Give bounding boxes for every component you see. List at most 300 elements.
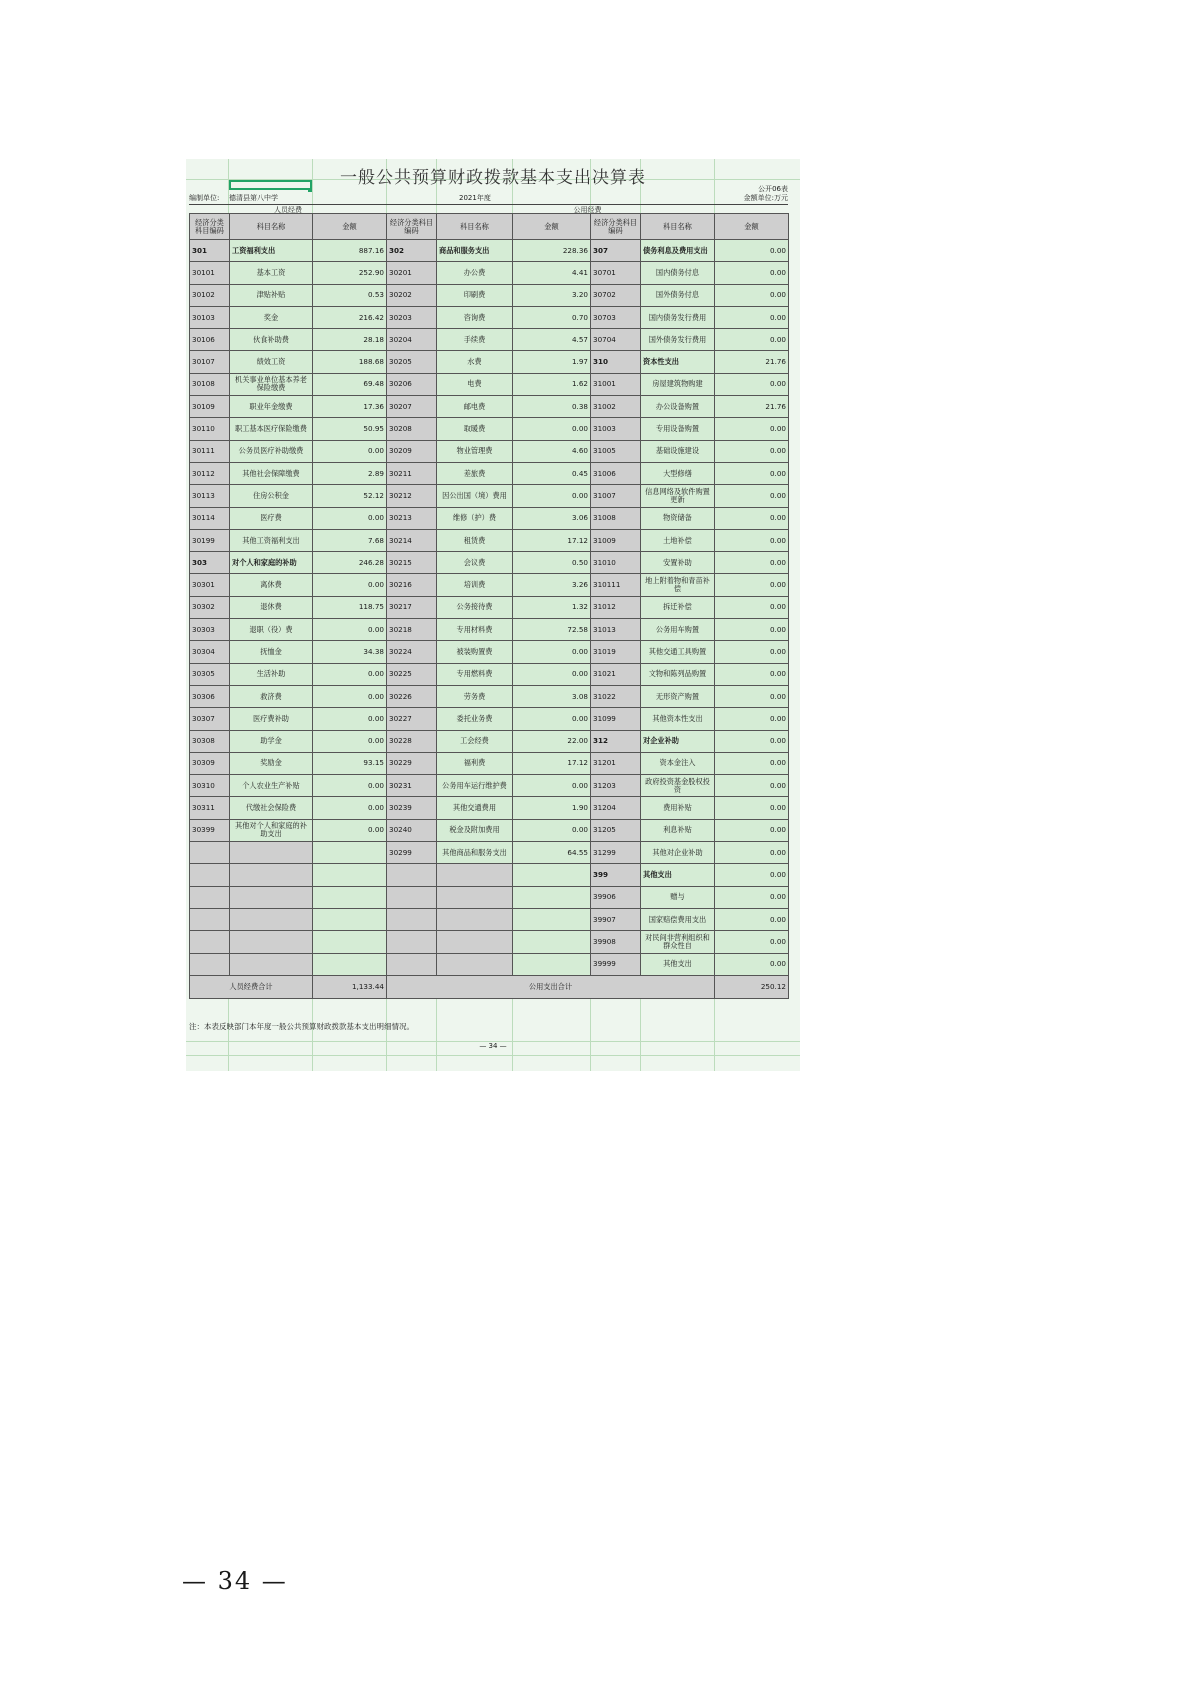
- empty-cell[interactable]: [190, 864, 230, 886]
- item-name-cell[interactable]: 被装购置费: [437, 641, 513, 663]
- code-cell[interactable]: 30212: [387, 485, 437, 507]
- amount-cell[interactable]: 17.36: [313, 396, 387, 418]
- amount-cell[interactable]: 0.00: [715, 953, 789, 975]
- code-cell[interactable]: 30112: [190, 462, 230, 484]
- item-name-cell[interactable]: 资本性支出: [641, 351, 715, 373]
- amount-cell[interactable]: 0.00: [715, 462, 789, 484]
- amount-cell[interactable]: 0.00: [313, 797, 387, 819]
- item-name-cell[interactable]: 文物和陈列品购置: [641, 663, 715, 685]
- item-name-cell[interactable]: 福利费: [437, 752, 513, 774]
- item-name-cell[interactable]: 国内债务发行费用: [641, 306, 715, 328]
- code-cell[interactable]: 30224: [387, 641, 437, 663]
- code-cell[interactable]: 30310: [190, 775, 230, 797]
- empty-cell[interactable]: [313, 842, 387, 864]
- item-name-cell[interactable]: 信息网络及软件购置更新: [641, 485, 715, 507]
- empty-cell[interactable]: [387, 908, 437, 930]
- code-cell[interactable]: 31299: [591, 842, 641, 864]
- item-name-cell[interactable]: 其他交通费用: [437, 797, 513, 819]
- item-name-cell[interactable]: 专用材料费: [437, 619, 513, 641]
- empty-cell[interactable]: [437, 864, 513, 886]
- empty-cell[interactable]: [230, 953, 313, 975]
- item-name-cell[interactable]: 助学金: [230, 730, 313, 752]
- item-name-cell[interactable]: 对个人和家庭的补助: [230, 552, 313, 574]
- amount-cell[interactable]: 17.12: [513, 529, 591, 551]
- item-name-cell[interactable]: 住房公积金: [230, 485, 313, 507]
- empty-cell[interactable]: [387, 864, 437, 886]
- empty-cell[interactable]: [313, 908, 387, 930]
- amount-cell[interactable]: 0.00: [715, 306, 789, 328]
- amount-cell[interactable]: 3.06: [513, 507, 591, 529]
- code-cell[interactable]: 30109: [190, 396, 230, 418]
- item-name-cell[interactable]: 安置补助: [641, 552, 715, 574]
- item-name-cell[interactable]: 无形资产购置: [641, 685, 715, 707]
- code-cell[interactable]: 30106: [190, 329, 230, 351]
- item-name-cell[interactable]: 机关事业单位基本养老保险缴费: [230, 373, 313, 395]
- amount-cell[interactable]: 0.00: [715, 842, 789, 864]
- code-cell[interactable]: 30207: [387, 396, 437, 418]
- code-cell[interactable]: 31010: [591, 552, 641, 574]
- amount-cell[interactable]: 0.00: [715, 708, 789, 730]
- item-name-cell[interactable]: 救济费: [230, 685, 313, 707]
- code-cell[interactable]: 30226: [387, 685, 437, 707]
- amount-cell[interactable]: 0.70: [513, 306, 591, 328]
- code-cell[interactable]: 39999: [591, 953, 641, 975]
- amount-cell[interactable]: 0.00: [715, 284, 789, 306]
- amount-cell[interactable]: 246.28: [313, 552, 387, 574]
- amount-cell[interactable]: 0.00: [715, 240, 789, 262]
- item-name-cell[interactable]: 其他对企业补助: [641, 842, 715, 864]
- amount-cell[interactable]: 0.00: [715, 262, 789, 284]
- code-cell[interactable]: 30101: [190, 262, 230, 284]
- amount-cell[interactable]: 0.00: [313, 619, 387, 641]
- amount-cell[interactable]: 50.95: [313, 418, 387, 440]
- amount-cell[interactable]: 887.16: [313, 240, 387, 262]
- item-name-cell[interactable]: 公务接待费: [437, 596, 513, 618]
- amount-cell[interactable]: 0.00: [715, 864, 789, 886]
- code-cell[interactable]: 30239: [387, 797, 437, 819]
- amount-cell[interactable]: 0.00: [715, 574, 789, 596]
- code-cell[interactable]: 31205: [591, 819, 641, 841]
- code-cell[interactable]: 30205: [387, 351, 437, 373]
- item-name-cell[interactable]: 职工基本医疗保险缴费: [230, 418, 313, 440]
- amount-cell[interactable]: 0.00: [313, 507, 387, 529]
- amount-cell[interactable]: 0.00: [513, 485, 591, 507]
- code-cell[interactable]: 30111: [190, 440, 230, 462]
- code-cell[interactable]: 30703: [591, 306, 641, 328]
- code-cell[interactable]: 30399: [190, 819, 230, 841]
- code-cell[interactable]: 30203: [387, 306, 437, 328]
- item-name-cell[interactable]: 费用补贴: [641, 797, 715, 819]
- item-name-cell[interactable]: 对企业补助: [641, 730, 715, 752]
- code-cell[interactable]: 31009: [591, 529, 641, 551]
- code-cell[interactable]: 31012: [591, 596, 641, 618]
- code-cell[interactable]: 30102: [190, 284, 230, 306]
- code-cell[interactable]: 30204: [387, 329, 437, 351]
- amount-cell[interactable]: 17.12: [513, 752, 591, 774]
- empty-cell[interactable]: [190, 886, 230, 908]
- empty-cell[interactable]: [387, 953, 437, 975]
- item-name-cell[interactable]: 奖金: [230, 306, 313, 328]
- code-cell[interactable]: 31099: [591, 708, 641, 730]
- amount-cell[interactable]: 0.00: [715, 552, 789, 574]
- code-cell[interactable]: 30114: [190, 507, 230, 529]
- code-cell[interactable]: 31002: [591, 396, 641, 418]
- amount-cell[interactable]: 0.00: [715, 685, 789, 707]
- item-name-cell[interactable]: 商品和服务支出: [437, 240, 513, 262]
- amount-cell[interactable]: 0.53: [313, 284, 387, 306]
- item-name-cell[interactable]: 电费: [437, 373, 513, 395]
- item-name-cell[interactable]: 印刷费: [437, 284, 513, 306]
- code-cell[interactable]: 30311: [190, 797, 230, 819]
- amount-cell[interactable]: 0.00: [715, 663, 789, 685]
- code-cell[interactable]: 310: [591, 351, 641, 373]
- empty-cell[interactable]: [230, 864, 313, 886]
- item-name-cell[interactable]: 生活补助: [230, 663, 313, 685]
- code-cell[interactable]: 30309: [190, 752, 230, 774]
- amount-cell[interactable]: 0.00: [715, 485, 789, 507]
- item-name-cell[interactable]: 邮电费: [437, 396, 513, 418]
- item-name-cell[interactable]: 基础设施建设: [641, 440, 715, 462]
- item-name-cell[interactable]: 公务员医疗补助缴费: [230, 440, 313, 462]
- code-cell[interactable]: 30214: [387, 529, 437, 551]
- item-name-cell[interactable]: 咨询费: [437, 306, 513, 328]
- code-cell[interactable]: 30307: [190, 708, 230, 730]
- item-name-cell[interactable]: 抚恤金: [230, 641, 313, 663]
- empty-cell[interactable]: [387, 886, 437, 908]
- empty-cell[interactable]: [190, 931, 230, 953]
- amount-cell[interactable]: 0.00: [715, 641, 789, 663]
- code-cell[interactable]: 30299: [387, 842, 437, 864]
- code-cell[interactable]: 30107: [190, 351, 230, 373]
- empty-cell[interactable]: [387, 931, 437, 953]
- code-cell[interactable]: 30199: [190, 529, 230, 551]
- amount-cell[interactable]: 7.68: [313, 529, 387, 551]
- amount-cell[interactable]: 0.00: [313, 775, 387, 797]
- amount-cell[interactable]: 0.00: [715, 752, 789, 774]
- amount-cell[interactable]: 0.45: [513, 462, 591, 484]
- item-name-cell[interactable]: 基本工资: [230, 262, 313, 284]
- amount-cell[interactable]: 0.00: [715, 596, 789, 618]
- empty-cell[interactable]: [437, 931, 513, 953]
- amount-cell[interactable]: 1.32: [513, 596, 591, 618]
- item-name-cell[interactable]: 专用设备购置: [641, 418, 715, 440]
- code-cell[interactable]: 39906: [591, 886, 641, 908]
- item-name-cell[interactable]: 债务利息及费用支出: [641, 240, 715, 262]
- empty-cell[interactable]: [313, 864, 387, 886]
- item-name-cell[interactable]: 奖励金: [230, 752, 313, 774]
- code-cell[interactable]: 31022: [591, 685, 641, 707]
- amount-cell[interactable]: 0.00: [715, 886, 789, 908]
- code-cell[interactable]: 30108: [190, 373, 230, 395]
- code-cell[interactable]: 301: [190, 240, 230, 262]
- item-name-cell[interactable]: 职业年金缴费: [230, 396, 313, 418]
- amount-cell[interactable]: 0.50: [513, 552, 591, 574]
- code-cell[interactable]: 30303: [190, 619, 230, 641]
- amount-cell[interactable]: 21.76: [715, 396, 789, 418]
- item-name-cell[interactable]: 国家赔偿费用支出: [641, 908, 715, 930]
- item-name-cell[interactable]: 大型修缮: [641, 462, 715, 484]
- amount-cell[interactable]: 0.00: [513, 641, 591, 663]
- amount-cell[interactable]: 0.00: [715, 529, 789, 551]
- item-name-cell[interactable]: 专用燃料费: [437, 663, 513, 685]
- amount-cell[interactable]: 1.62: [513, 373, 591, 395]
- code-cell[interactable]: 31019: [591, 641, 641, 663]
- amount-cell[interactable]: 34.38: [313, 641, 387, 663]
- code-cell[interactable]: 31204: [591, 797, 641, 819]
- empty-cell[interactable]: [190, 908, 230, 930]
- item-name-cell[interactable]: 国内债务付息: [641, 262, 715, 284]
- item-name-cell[interactable]: 退休费: [230, 596, 313, 618]
- empty-cell[interactable]: [190, 953, 230, 975]
- amount-cell[interactable]: 69.48: [313, 373, 387, 395]
- empty-cell[interactable]: [513, 886, 591, 908]
- item-name-cell[interactable]: 个人农业生产补贴: [230, 775, 313, 797]
- fill-handle[interactable]: [308, 188, 312, 192]
- amount-cell[interactable]: 0.00: [313, 708, 387, 730]
- code-cell[interactable]: 31008: [591, 507, 641, 529]
- code-cell[interactable]: 30702: [591, 284, 641, 306]
- code-cell[interactable]: 30227: [387, 708, 437, 730]
- empty-cell[interactable]: [230, 908, 313, 930]
- item-name-cell[interactable]: 手续费: [437, 329, 513, 351]
- code-cell[interactable]: 30215: [387, 552, 437, 574]
- code-cell[interactable]: 30305: [190, 663, 230, 685]
- amount-cell[interactable]: 0.00: [513, 775, 591, 797]
- empty-cell[interactable]: [437, 886, 513, 908]
- amount-cell[interactable]: 0.00: [715, 908, 789, 930]
- amount-cell[interactable]: 21.76: [715, 351, 789, 373]
- amount-cell[interactable]: 0.00: [715, 730, 789, 752]
- amount-cell[interactable]: 93.15: [313, 752, 387, 774]
- item-name-cell[interactable]: 租赁费: [437, 529, 513, 551]
- item-name-cell[interactable]: 对民间非营利组织和群众性自: [641, 931, 715, 953]
- empty-cell[interactable]: [230, 886, 313, 908]
- code-cell[interactable]: 30308: [190, 730, 230, 752]
- item-name-cell[interactable]: 其他对个人和家庭的补助支出: [230, 819, 313, 841]
- item-name-cell[interactable]: 房屋建筑物购建: [641, 373, 715, 395]
- amount-cell[interactable]: 72.58: [513, 619, 591, 641]
- item-name-cell[interactable]: 其他资本性支出: [641, 708, 715, 730]
- item-name-cell[interactable]: 国外债务付息: [641, 284, 715, 306]
- code-cell[interactable]: 30206: [387, 373, 437, 395]
- item-name-cell[interactable]: 政府投资基金股权投资: [641, 775, 715, 797]
- item-name-cell[interactable]: 利息补贴: [641, 819, 715, 841]
- empty-cell[interactable]: [190, 842, 230, 864]
- item-name-cell[interactable]: 因公出国（境）费用: [437, 485, 513, 507]
- item-name-cell[interactable]: 办公设备购置: [641, 396, 715, 418]
- amount-cell[interactable]: 0.00: [715, 931, 789, 953]
- code-cell[interactable]: 31201: [591, 752, 641, 774]
- item-name-cell[interactable]: 国外债务发行费用: [641, 329, 715, 351]
- amount-cell[interactable]: 3.08: [513, 685, 591, 707]
- item-name-cell[interactable]: 委托业务费: [437, 708, 513, 730]
- code-cell[interactable]: 30228: [387, 730, 437, 752]
- code-cell[interactable]: 31006: [591, 462, 641, 484]
- item-name-cell[interactable]: 工资福利支出: [230, 240, 313, 262]
- code-cell[interactable]: 30208: [387, 418, 437, 440]
- amount-cell[interactable]: 0.00: [313, 574, 387, 596]
- amount-cell[interactable]: 216.42: [313, 306, 387, 328]
- code-cell[interactable]: 30301: [190, 574, 230, 596]
- amount-cell[interactable]: 118.75: [313, 596, 387, 618]
- code-cell[interactable]: 30240: [387, 819, 437, 841]
- code-cell[interactable]: 30229: [387, 752, 437, 774]
- empty-cell[interactable]: [313, 931, 387, 953]
- amount-cell[interactable]: 0.00: [313, 663, 387, 685]
- amount-cell[interactable]: 4.41: [513, 262, 591, 284]
- code-cell[interactable]: 31001: [591, 373, 641, 395]
- empty-cell[interactable]: [230, 842, 313, 864]
- item-name-cell[interactable]: 办公费: [437, 262, 513, 284]
- code-cell[interactable]: 30113: [190, 485, 230, 507]
- item-name-cell[interactable]: 资本金注入: [641, 752, 715, 774]
- amount-cell[interactable]: 2.89: [313, 462, 387, 484]
- amount-cell[interactable]: 4.60: [513, 440, 591, 462]
- item-name-cell[interactable]: 其他支出: [641, 953, 715, 975]
- code-cell[interactable]: 39908: [591, 931, 641, 953]
- amount-cell[interactable]: 0.00: [715, 440, 789, 462]
- amount-cell[interactable]: 0.00: [513, 663, 591, 685]
- item-name-cell[interactable]: 差旅费: [437, 462, 513, 484]
- item-name-cell[interactable]: 水费: [437, 351, 513, 373]
- item-name-cell[interactable]: 伙食补助费: [230, 329, 313, 351]
- code-cell[interactable]: 31007: [591, 485, 641, 507]
- amount-cell[interactable]: 3.20: [513, 284, 591, 306]
- item-name-cell[interactable]: 地上附着物和青苗补偿: [641, 574, 715, 596]
- item-name-cell[interactable]: 其他支出: [641, 864, 715, 886]
- code-cell[interactable]: 30231: [387, 775, 437, 797]
- item-name-cell[interactable]: 取暖费: [437, 418, 513, 440]
- item-name-cell[interactable]: 拆迁补偿: [641, 596, 715, 618]
- amount-cell[interactable]: 228.36: [513, 240, 591, 262]
- amount-cell[interactable]: 0.00: [715, 619, 789, 641]
- amount-cell[interactable]: 22.00: [513, 730, 591, 752]
- amount-cell[interactable]: 0.00: [715, 819, 789, 841]
- item-name-cell[interactable]: 医疗费补助: [230, 708, 313, 730]
- table-body: [190, 240, 789, 976]
- amount-cell[interactable]: 0.00: [715, 775, 789, 797]
- empty-cell[interactable]: [437, 908, 513, 930]
- code-cell[interactable]: 30201: [387, 262, 437, 284]
- code-cell[interactable]: 399: [591, 864, 641, 886]
- code-cell[interactable]: 30216: [387, 574, 437, 596]
- empty-cell[interactable]: [513, 931, 591, 953]
- item-name-cell[interactable]: 其他交通工具购置: [641, 641, 715, 663]
- amount-cell[interactable]: 0.00: [513, 819, 591, 841]
- item-name-cell[interactable]: 其他商品和服务支出: [437, 842, 513, 864]
- code-cell[interactable]: 31013: [591, 619, 641, 641]
- code-cell[interactable]: 30103: [190, 306, 230, 328]
- code-cell[interactable]: 30217: [387, 596, 437, 618]
- code-cell[interactable]: 303: [190, 552, 230, 574]
- amount-cell[interactable]: 4.57: [513, 329, 591, 351]
- amount-cell[interactable]: 0.00: [313, 730, 387, 752]
- item-name-cell[interactable]: 离休费: [230, 574, 313, 596]
- amount-cell[interactable]: 28.18: [313, 329, 387, 351]
- item-name-cell[interactable]: 医疗费: [230, 507, 313, 529]
- amount-cell[interactable]: 0.00: [513, 708, 591, 730]
- code-cell[interactable]: 30110: [190, 418, 230, 440]
- code-cell[interactable]: 30304: [190, 641, 230, 663]
- code-cell[interactable]: 31003: [591, 418, 641, 440]
- item-name-cell[interactable]: 绩效工资: [230, 351, 313, 373]
- item-name-cell[interactable]: 其他社会保障缴费: [230, 462, 313, 484]
- amount-cell[interactable]: 0.00: [313, 440, 387, 462]
- code-cell[interactable]: 30213: [387, 507, 437, 529]
- item-name-cell[interactable]: 培训费: [437, 574, 513, 596]
- amount-cell[interactable]: 64.55: [513, 842, 591, 864]
- code-cell[interactable]: 312: [591, 730, 641, 752]
- code-cell[interactable]: 31005: [591, 440, 641, 462]
- empty-cell[interactable]: [513, 864, 591, 886]
- empty-cell[interactable]: [313, 886, 387, 908]
- code-cell[interactable]: 30211: [387, 462, 437, 484]
- code-cell[interactable]: 31021: [591, 663, 641, 685]
- code-cell[interactable]: 30218: [387, 619, 437, 641]
- item-name-cell[interactable]: 税金及附加费用: [437, 819, 513, 841]
- item-name-cell[interactable]: 工会经费: [437, 730, 513, 752]
- code-cell[interactable]: 30306: [190, 685, 230, 707]
- item-name-cell[interactable]: 公务用车运行维护费: [437, 775, 513, 797]
- amount-cell[interactable]: 52.12: [313, 485, 387, 507]
- amount-cell[interactable]: 0.00: [715, 329, 789, 351]
- code-cell[interactable]: 30701: [591, 262, 641, 284]
- code-cell[interactable]: 30202: [387, 284, 437, 306]
- amount-cell[interactable]: 0.00: [513, 418, 591, 440]
- item-name-cell[interactable]: 劳务费: [437, 685, 513, 707]
- amount-cell[interactable]: 3.26: [513, 574, 591, 596]
- code-cell[interactable]: 39907: [591, 908, 641, 930]
- code-cell[interactable]: 30209: [387, 440, 437, 462]
- item-name-cell[interactable]: 物资储备: [641, 507, 715, 529]
- empty-cell[interactable]: [230, 931, 313, 953]
- code-cell[interactable]: 30302: [190, 596, 230, 618]
- item-name-cell[interactable]: 公务用车购置: [641, 619, 715, 641]
- code-cell[interactable]: 307: [591, 240, 641, 262]
- item-name-cell[interactable]: 土地补偿: [641, 529, 715, 551]
- item-name-cell[interactable]: 退职（役）费: [230, 619, 313, 641]
- item-name-cell[interactable]: 会议费: [437, 552, 513, 574]
- item-name-cell[interactable]: 赠与: [641, 886, 715, 908]
- code-cell[interactable]: 302: [387, 240, 437, 262]
- item-name-cell[interactable]: 代缴社会保险费: [230, 797, 313, 819]
- amount-cell[interactable]: 1.90: [513, 797, 591, 819]
- amount-cell[interactable]: 0.38: [513, 396, 591, 418]
- amount-cell[interactable]: 0.00: [715, 373, 789, 395]
- amount-cell[interactable]: 1.97: [513, 351, 591, 373]
- code-cell[interactable]: 31203: [591, 775, 641, 797]
- empty-cell[interactable]: [437, 953, 513, 975]
- amount-cell[interactable]: 0.00: [715, 797, 789, 819]
- empty-cell[interactable]: [513, 908, 591, 930]
- item-name-cell[interactable]: 其他工资福利支出: [230, 529, 313, 551]
- selected-cell[interactable]: [229, 180, 312, 190]
- amount-cell[interactable]: 0.00: [313, 819, 387, 841]
- code-cell[interactable]: 30225: [387, 663, 437, 685]
- empty-cell[interactable]: [513, 953, 591, 975]
- amount-cell[interactable]: 188.68: [313, 351, 387, 373]
- item-name-cell[interactable]: 物业管理费: [437, 440, 513, 462]
- item-name-cell[interactable]: 维修（护）费: [437, 507, 513, 529]
- code-cell[interactable]: 310111: [591, 574, 641, 596]
- amount-cell[interactable]: 0.00: [715, 418, 789, 440]
- empty-cell[interactable]: [313, 953, 387, 975]
- amount-cell[interactable]: 0.00: [313, 685, 387, 707]
- amount-cell[interactable]: 252.90: [313, 262, 387, 284]
- code-cell[interactable]: 30704: [591, 329, 641, 351]
- item-name-cell[interactable]: 津贴补贴: [230, 284, 313, 306]
- amount-cell[interactable]: 0.00: [715, 507, 789, 529]
